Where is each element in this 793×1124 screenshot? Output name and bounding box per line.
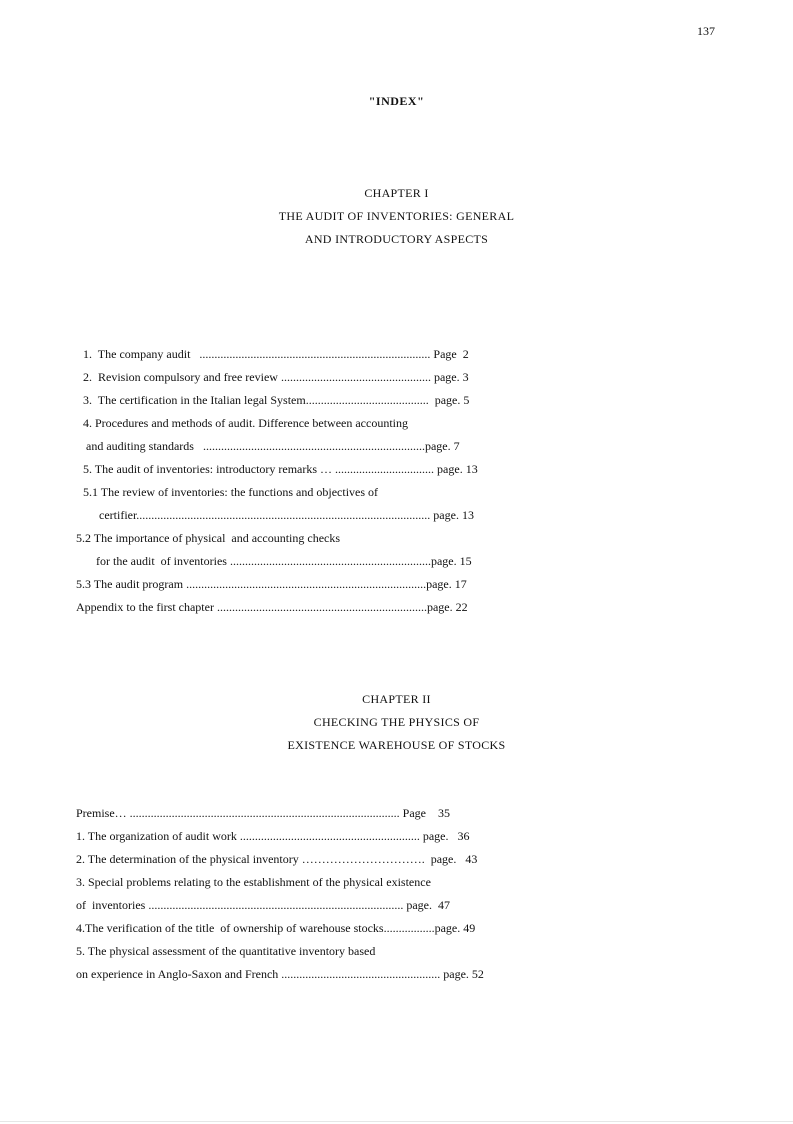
- chapter-2-label: CHAPTER II: [362, 692, 431, 706]
- chapter-1-label: CHAPTER I: [364, 186, 429, 200]
- toc-entry: of inventories ..................................................................................... page. 47: [76, 898, 450, 912]
- toc-entry: on experience in Anglo-Saxon and French ..................................................... page. 52: [76, 967, 484, 981]
- chapter-2-title-line-2: EXISTENCE WAREHOUSE OF STOCKS: [287, 738, 506, 752]
- chapter-1-title-line-1: THE AUDIT OF INVENTORIES: GENERAL: [278, 209, 515, 223]
- chapter-1-title-line-2: AND INTRODUCTORY ASPECTS: [304, 232, 489, 246]
- toc-entry: 5. The physical assessment of the quantitative inventory based: [76, 944, 376, 958]
- toc-entry: 2. Revision compulsory and free review .................................................. page. 3: [83, 370, 469, 384]
- toc-entry: certifier.................................................................................................. page. 13: [99, 508, 474, 522]
- index-title: "INDEX": [368, 94, 425, 108]
- toc-entry: and auditing standards ..........................................................................page. 7: [86, 439, 460, 453]
- toc-entry: 3. The certification in the Italian legal System......................................... page. 5: [83, 393, 470, 407]
- toc-entry: for the audit of inventories ...................................................................page. 15: [96, 554, 472, 568]
- toc-entry: Premise… .......................................................................................... Page 35: [76, 806, 450, 820]
- page-number: 137: [697, 24, 715, 38]
- toc-entry: 5. The audit of inventories: introductory remarks … ................................. page. 13: [83, 462, 478, 476]
- toc-entry: 5.3 The audit program ................................................................................page. 17: [76, 577, 467, 591]
- toc-entry: 5.2 The importance of physical and accounting checks: [76, 531, 341, 545]
- toc-entry: 1. The company audit ............................................................................. Page 2: [83, 347, 469, 361]
- toc-entry: 2. The determination of the physical inventory …………………………. page. 43: [76, 852, 478, 866]
- toc-entry: 3. Special problems relating to the establishment of the physical existence: [76, 875, 431, 889]
- toc-entry: 1. The organization of audit work ............................................................ page. 36: [76, 829, 470, 843]
- toc-entry: 4. Procedures and methods of audit. Difference between accounting: [83, 416, 408, 430]
- toc-entry: 5.1 The review of inventories: the functions and objectives of: [83, 485, 379, 499]
- toc-entry: Appendix to the first chapter ......................................................................page. 22: [76, 600, 468, 614]
- page-bottom-edge: [0, 1121, 793, 1122]
- toc-entry: 4.The verification of the title of ownership of warehouse stocks.................page. 49: [76, 921, 476, 935]
- chapter-2-title-line-1: CHECKING THE PHYSICS OF: [313, 715, 480, 729]
